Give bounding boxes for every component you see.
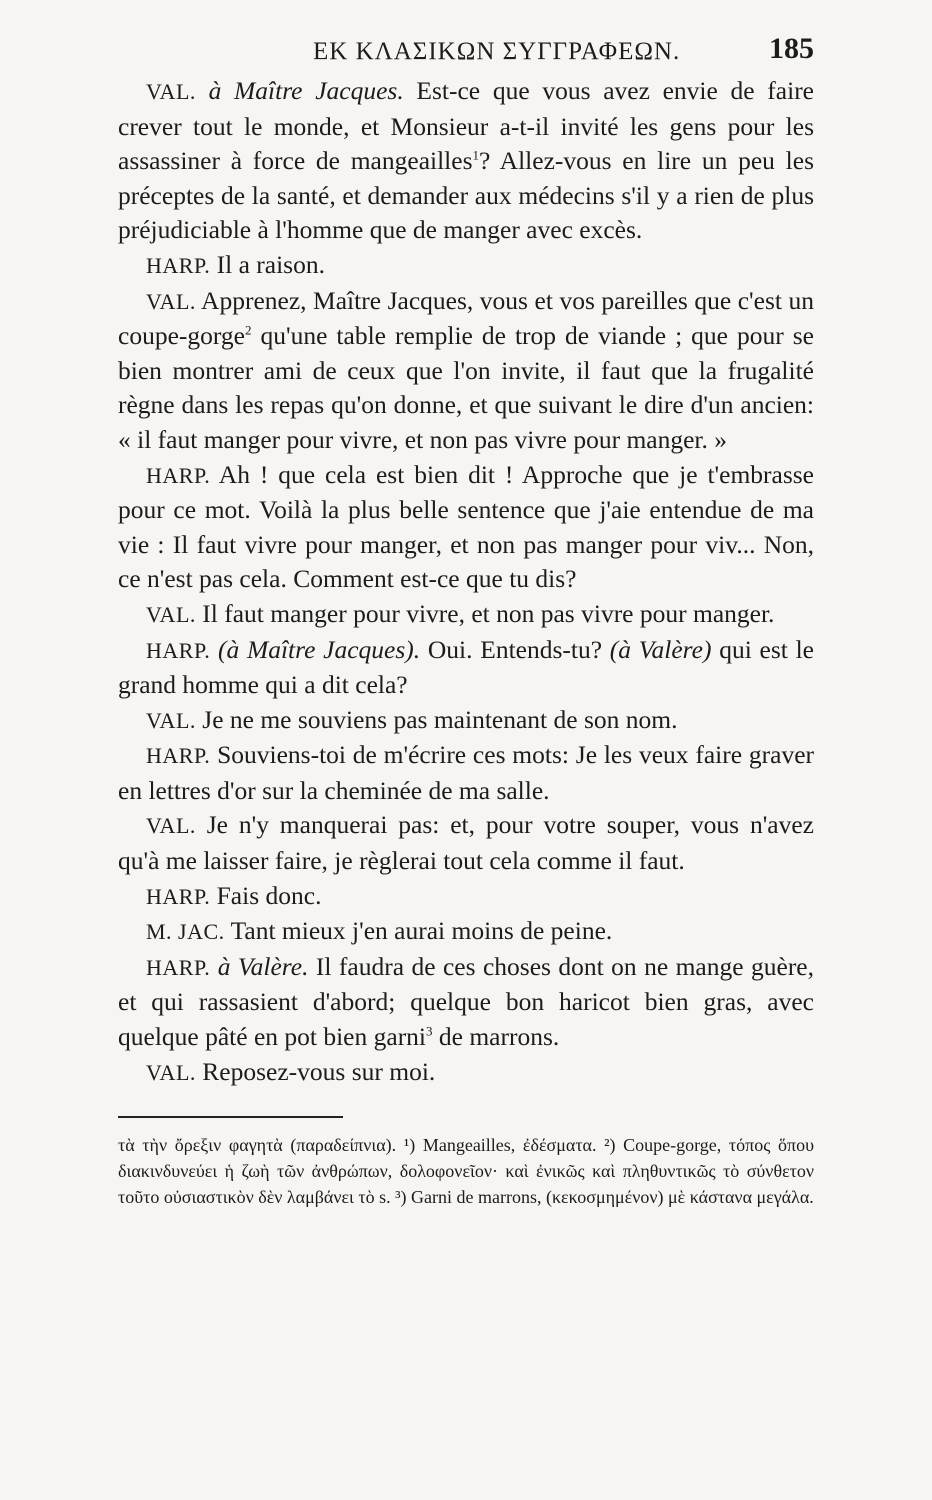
speech-harp-3 — [118, 633, 814, 703]
speech-text: Je ne me souviens pas maintenant de son nom. — [202, 704, 678, 734]
speech-val-6 — [118, 1055, 814, 1091]
speaker-name: HARP. — [146, 954, 211, 980]
speech-text: Est-ce que vous avez envie de faire crever tout le monde, et Monsieur a-t-il invité les gens pour les assassiner à force de mangeailles — [118, 76, 814, 176]
speaker-name: VAL. — [146, 1059, 196, 1085]
speech-text: Il a raison. — [216, 249, 325, 279]
speech-val-3 — [118, 597, 814, 633]
speech-val-2 — [118, 284, 814, 458]
speaker-name: HARP. — [146, 252, 211, 278]
page-number: 185 — [769, 32, 814, 65]
speaker-name: VAL. — [146, 813, 196, 839]
speech-harp-1 — [118, 248, 814, 284]
speech-text: Souviens-toi de m'écrire ces mots: Je les veux faire graver en lettres d'or sur la cheminée de ma salle. — [118, 740, 814, 805]
speech-val-1 — [118, 74, 814, 248]
speech-harp-6 — [118, 950, 814, 1055]
footnote-3: ³) Garni de marrons, (κεκοσμημένον) μὲ κάστανα μεγάλα. — [395, 1187, 814, 1208]
footnote-1: ¹) Mangeailles, ἐδέσματα. — [403, 1135, 597, 1156]
speech-text: Je n'y manquerai pas: et, pour votre souper, vous n'avez qu'à me laisser faire, je règlerai tout cela comme il faut. — [118, 810, 814, 876]
speech-harp-5 — [118, 879, 814, 915]
footnote-2: ²) Coupe-gorge, τόπος ὅπου διακινδυνεύει ἡ ζωὴ τῶν ἀνθρώπων, δολοφονεῖον· καὶ ἐνικῶς καὶ πληθυντικῶς τὸ σύνθετον τοῦτο οὐσιαστικὸν δὲν λαμβάνει τὸ s. — [118, 1135, 815, 1208]
speech-harp-2 — [118, 458, 814, 597]
footnote-ref: 1 — [472, 147, 480, 163]
speech-text: Oui. Entends-tu? — [427, 634, 603, 664]
speech-text: Reposez-vous sur moi. — [202, 1056, 436, 1086]
dialogue-text — [118, 74, 814, 1090]
footnote-ref: 2 — [244, 322, 252, 338]
speech-text: Il faudra de ces choses dont on ne mange guère, et qui rassasient d'abord; quelque bon haricot bien gras, avec quelque pâté en pot bien garni — [118, 951, 815, 1052]
running-title: ΕΚ ΚΛΑΣΙΚΩΝ ΣΥΓΓΡΑΦΕΩΝ. — [313, 38, 681, 65]
speaker-name: VAL. — [146, 707, 196, 733]
stage-direction-2: (à Valère) — [609, 634, 712, 664]
speech-val-5 — [118, 808, 814, 878]
speech-harp-4 — [118, 738, 814, 808]
speech-text-continued: qu'une table remplie de trop de viande ; que pour se bien montrer ami de ceux que l'on invite, il faut que la frugalité règne dans les repas qu'on donne, et que suivant le dire d'un ancien: « il faut manger pour vivre, et non pas vivre pour manger. » — [118, 321, 814, 454]
speaker-name: HARP. — [146, 462, 211, 488]
speaker-name: HARP. — [146, 637, 211, 663]
stage-direction: (à Maître Jacques). — [217, 634, 421, 664]
speech-text: Tant mieux j'en aurai moins de peine. — [230, 916, 613, 946]
speech-mjac-1 — [118, 914, 814, 950]
speaker-name: HARP. — [146, 743, 211, 769]
speaker-name: HARP. — [146, 883, 211, 909]
speaker-name: VAL. — [146, 288, 196, 314]
speech-val-4 — [118, 703, 814, 739]
speaker-name: M. JAC. — [146, 919, 225, 945]
footnote-rule — [118, 1116, 343, 1118]
speech-text: Ah ! que cela est bien dit ! Approche que je t'embrasse pour ce mot. Voilà la plus belle sentence que j'aie entendue de ma vie : Il faut vivre pour manger, et non pas manger pour viv... Non, ce n'est pas cela. Comment est-ce que tu dis? — [118, 459, 815, 594]
footnote-ref: 3 — [426, 1023, 433, 1039]
speech-text-continued: de marrons. — [432, 1022, 560, 1052]
speech-text: Apprenez, Maître Jacques, vous et vos pareilles que c'est un coupe-gorge — [118, 285, 814, 351]
speaker-name: VAL. — [146, 79, 196, 104]
footnote-lead: τὰ τὴν ὄρεξιν φαγητὰ (παραδείπνια). — [118, 1135, 397, 1156]
page-header — [118, 30, 814, 74]
stage-direction: à Valère. — [217, 951, 309, 981]
speech-text: Fais donc. — [216, 880, 322, 910]
speech-text: Il faut manger pour vivre, et non pas vivre pour manger. — [202, 598, 775, 628]
speech-text-continued: qui est le grand homme qui a dit cela? — [118, 634, 814, 700]
stage-direction: à Maître Jacques. — [208, 76, 404, 105]
footnotes — [118, 1132, 814, 1210]
speaker-name: VAL. — [146, 601, 196, 627]
speech-text-continued: ? Allez-vous en lire un peu les préceptes de la santé, et demander aux médecins s'il y a rien de plus préjudiciable à l'homme que de manger avec excès. — [118, 146, 814, 245]
